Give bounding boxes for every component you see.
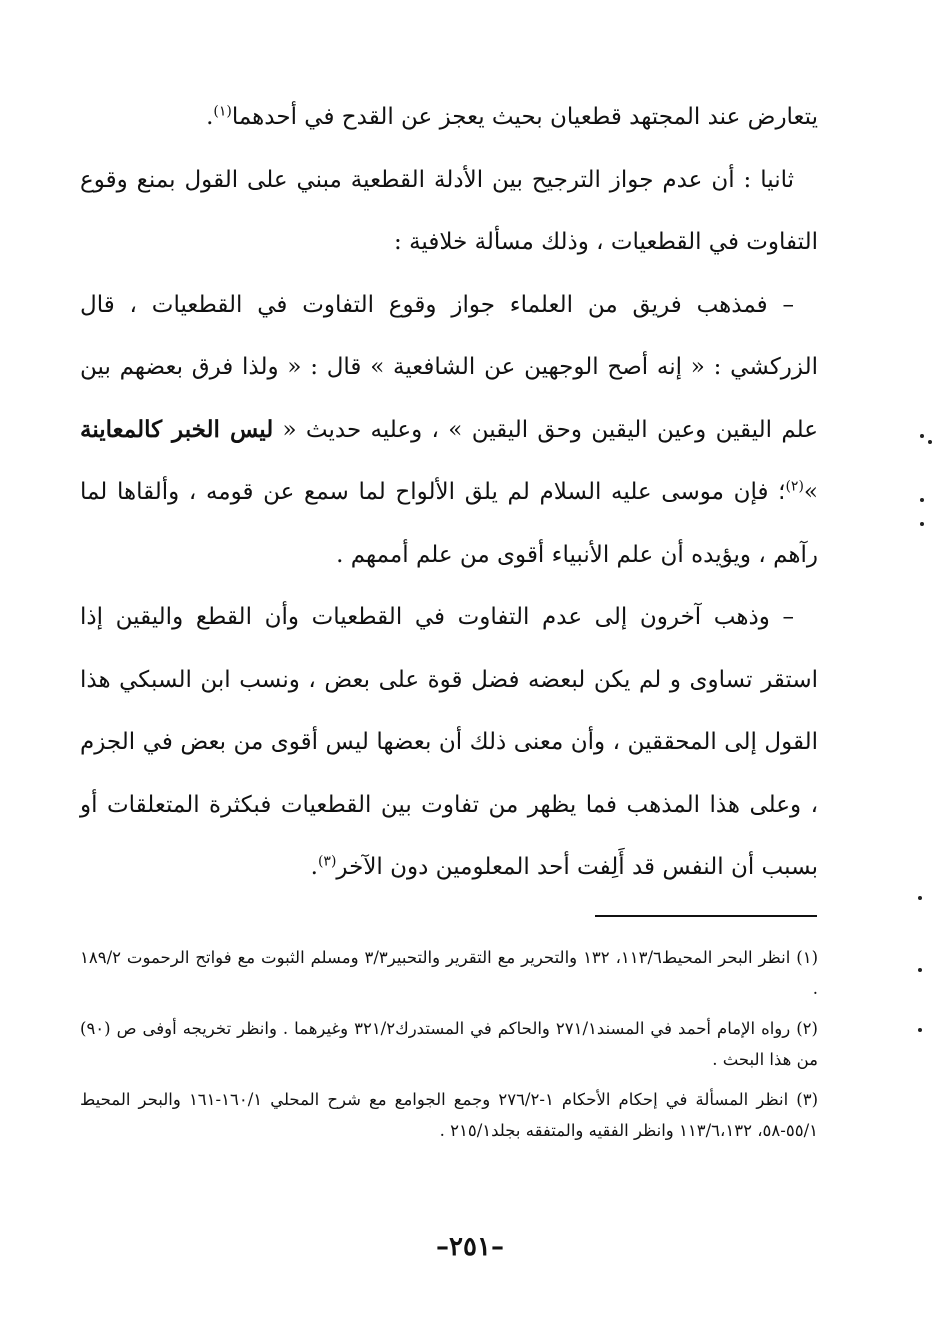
paragraph-3-text-before: – فمذهب فريق من العلماء جواز وقوع التفاوت في القطعيات ، قال الزركشي : « إنه أصح الوجهين عن الشافعية » قال : « ولذا فرق بعضهم بين علم اليقين وعين اليقين وحق اليقين » ، وعليه حديث «: [80, 291, 818, 443]
scan-speck: [920, 522, 924, 526]
paragraph-3-text-mid: »: [803, 479, 818, 505]
footnote-1: (١) انظر البحر المحيط١١٣/٦، ١٣٢ والتحرير مع التقرير والتحبير٣/٣ ومسلم الثبوت مع فواتح الرحموت ١٨٩/٢ .: [80, 948, 819, 998]
main-text: [80, 86, 818, 899]
paragraph-1: [80, 86, 818, 149]
footnote-3: (٣) انظر المسألة في إحكام الأحكام ١-٢٧٦/٢ وجمع الجوامع مع شرح المحلي ١٦٠/١-١٦١ والبحر المحيط ٥٥/١-٥٨، ١١٣/٦،١٣٢ وانظر الفقيه والمتفقه بجلد٢١٥/١ .: [80, 1090, 818, 1140]
scan-speck: [918, 1028, 922, 1032]
footnote-ref-1: (١): [213, 103, 232, 120]
paragraph-4-text: – وذهب آخرون إلى عدم التفاوت في القطعيات وأن القطع واليقين إذا استقر تساوى و لم يكن لبعضه فضل قوة على بعض ، ونسب ابن السبكي هذا القول إلى المحققين ، وأن معنى ذلك أن بعضها ليس أقوى من بعض في الجزم ، وعلى هذا المذهب فما يظهر من تفاوت بين القطعيات فبكثرة المتعلقات أو بسبب أن النفس قد أَلِفت أحد المعلومين دون الآخر: [80, 604, 818, 880]
footnote-ref-2: (٢): [785, 478, 804, 495]
hadith-title: ليس الخبر كالمعاينة: [80, 415, 274, 443]
paragraph-3: [80, 274, 818, 587]
footnotes: [80, 942, 818, 1155]
footnote-2: (٢) رواه الإمام أحمد في المسند٢٧١/١ والحاكم في المستدرك٣٢١/٢ وغيرهما . وانظر تخريجه أوفى ص (٩٠) من هذا البحث .: [80, 1019, 818, 1069]
paragraph-2-text: ثانيا : أن عدم جواز الترجيح بين الأدلة القطعية مبني على القول بمنع وقوع التفاوت في القطعيات ، وذلك مسألة خلافية :: [80, 166, 818, 255]
scan-speck: [918, 968, 922, 972]
paragraph-3-text-after: ؛ فإن موسى عليه السلام لم يلق الألواح لما سمع عن قومه ، وألقاها لما رآهم ، ويؤيده أن علم الأنبياء أقوى من علم أممهم .: [80, 479, 818, 568]
scan-speck: [918, 896, 922, 900]
scan-speck: [920, 498, 924, 502]
footnote-separator: [595, 915, 817, 917]
scan-speck: [928, 440, 932, 444]
scan-speck: [920, 434, 924, 438]
paragraph-1-tail: .: [206, 104, 214, 130]
footnote-ref-3: (٣): [317, 853, 337, 870]
page-number: –٢٥١–: [436, 1232, 504, 1262]
paragraph-2: [80, 149, 818, 274]
paragraph-1-text: يتعارض عند المجتهد قطعيان بحيث يعجز عن القدح في أحدهما: [231, 104, 818, 130]
paragraph-4-tail: .: [310, 854, 318, 880]
paragraph-4: [80, 586, 818, 899]
